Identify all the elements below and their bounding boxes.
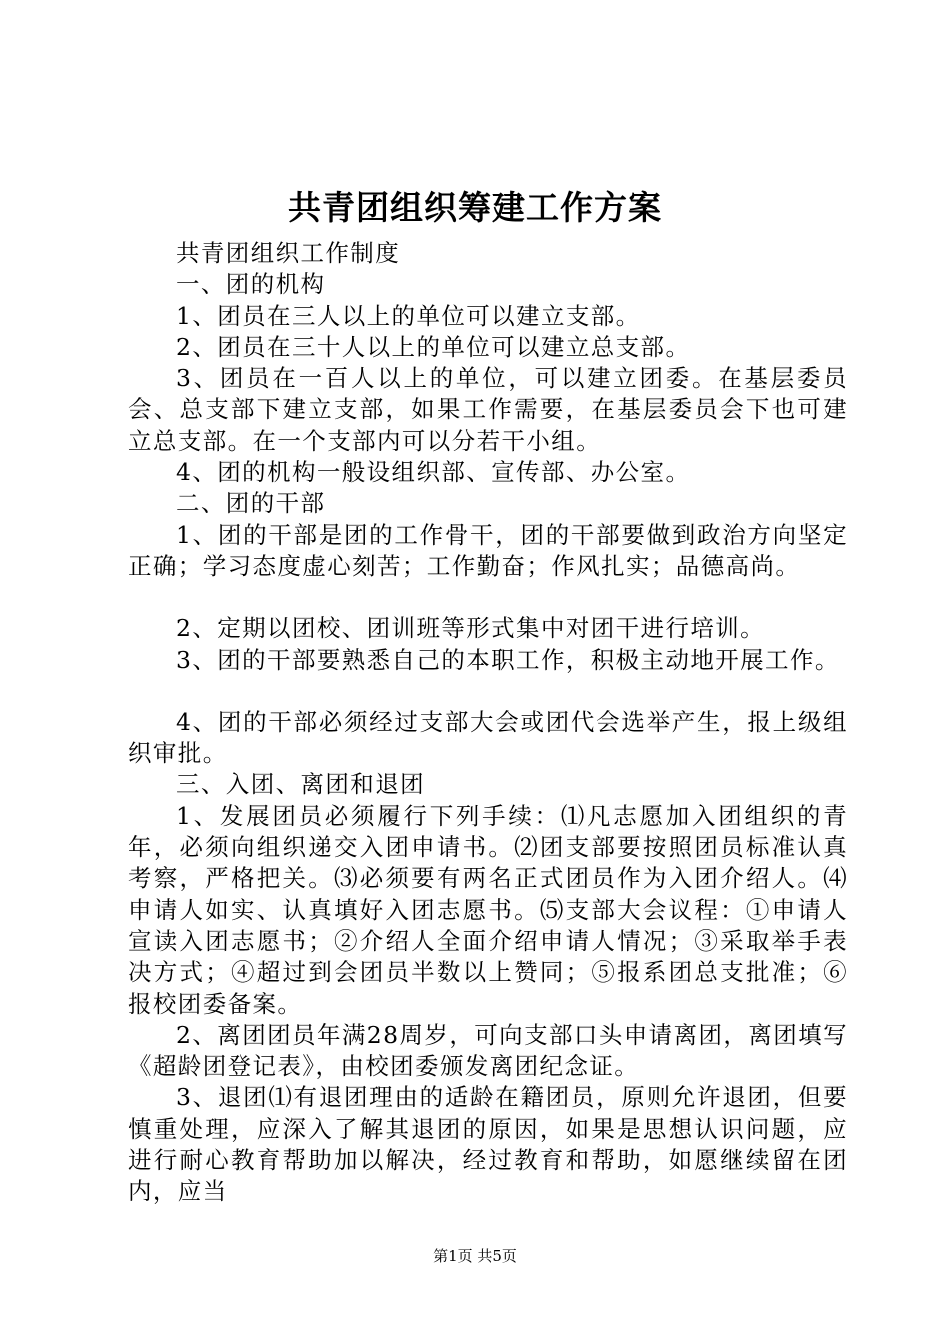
paragraph: 2、团员在三十人以上的单位可以建立总支部。 xyxy=(176,332,691,361)
document-title: 共青团组织筹建工作方案 xyxy=(288,188,662,227)
section-heading-3: 三、入团、离团和退团 xyxy=(176,770,425,799)
page-footer: 第1页 共5页 xyxy=(433,1247,517,1265)
paragraph: 4、团的干部必须经过支部大会或团代会选举产生，报上级组织审批。 xyxy=(128,707,848,768)
paragraph: 1、发展团员必须履行下列手续：⑴凡志愿加入团组织的青年，必须向组织递交入团申请书。⑵团支部要按照团员标准认真考察，严格把关。⑶必须要有两名正式团员作为入团介绍人。⑷申请人如实、认真填好入团志愿书。⑸支部大会议程：①申请人宣读入团志愿书；②介绍人全面介绍申请人情况；③采取举手表决方式；④超过到会团员半数以上赞同；⑤报系团总支批准；⑥报校团委备案。 xyxy=(128,801,848,1018)
paragraph: 1、团的干部是团的工作骨干，团的干部要做到政治方向坚定正确；学习态度虚心刻苦；工作勤奋；作风扎实；品德高尚。 xyxy=(128,520,848,580)
paragraph: 3、退团⑴有退团理由的适龄在籍团员，原则允许退团，但要慎重处理，应深入了解其退团的原因，如果是思想认识问题，应进行耐心教育帮助加以解决，经过教育和帮助，如愿继续留在团内，应当 xyxy=(128,1083,848,1206)
paragraph: 1、团员在三人以上的单位可以建立支部。 xyxy=(176,301,641,330)
paragraph: 4、团的机构一般设组织部、宣传部、办公室。 xyxy=(176,458,691,487)
paragraph: 3、团员在一百人以上的单位，可以建立团委。在基层委员会、总支部下建立支部，如果工作需要，在基层委员会下也可建立总支部。在一个支部内可以分若干小组。 xyxy=(128,364,848,455)
paragraph: 2、定期以团校、团训班等形式集中对团干进行培训。 xyxy=(176,614,766,643)
paragraph: 3、团的干部要熟悉自己的本职工作，积极主动地开展工作。 xyxy=(176,645,840,674)
section-heading-2: 二、团的干部 xyxy=(176,489,326,518)
paragraph-subtitle: 共青团组织工作制度 xyxy=(176,239,401,267)
section-heading-1: 一、团的机构 xyxy=(176,270,326,299)
document-body xyxy=(128,238,848,1208)
paragraph: 2、离团团员年满28周岁，可向支部口头申请离团，离团填写《超龄团登记表》，由校团委颁发离团纪念证。 xyxy=(128,1020,848,1081)
